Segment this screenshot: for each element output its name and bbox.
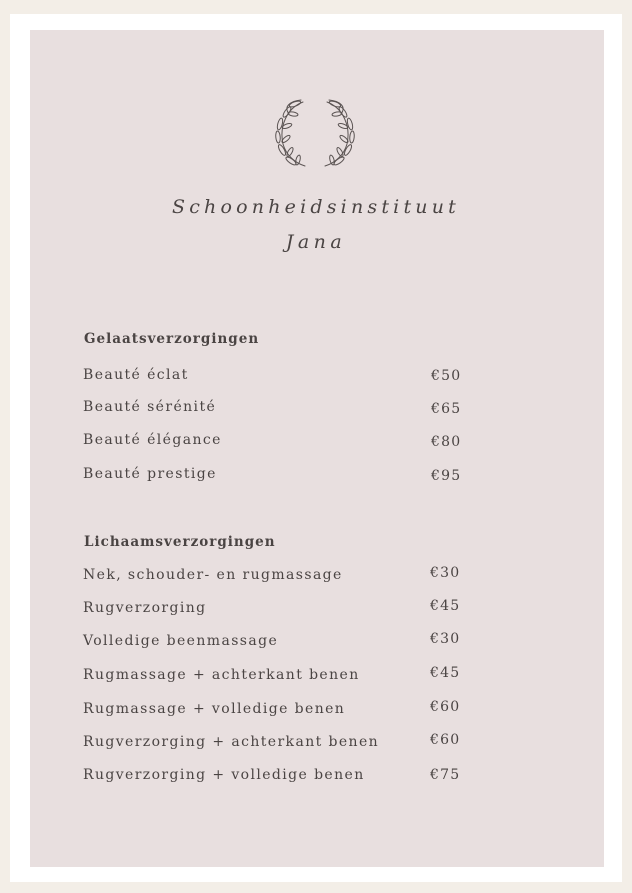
item-name: Rugverzorging: [83, 600, 207, 616]
item-name: Rugmassage + volledige benen: [83, 701, 346, 717]
item-price: €50: [431, 368, 462, 384]
item-price: €30: [430, 631, 461, 647]
item-name: Beauté prestige: [83, 466, 217, 482]
item-price: €60: [430, 699, 461, 715]
section-heading: Lichaamsverzorgingen: [84, 534, 276, 550]
item-price: €65: [431, 401, 462, 417]
section-heading: Gelaatsverzorgingen: [84, 331, 260, 347]
item-name: Rugmassage + achterkant benen: [83, 667, 360, 683]
laurel-wreath-icon: [265, 92, 365, 172]
item-price: €75: [430, 767, 461, 783]
item-price: €45: [430, 598, 461, 614]
item-name: Beauté sérénité: [83, 399, 217, 415]
page-title: Schoonheidsinstituut: [172, 196, 460, 218]
item-name: Beauté élégance: [83, 432, 222, 448]
page-subtitle: Jana: [285, 231, 347, 253]
item-name: Beauté éclat: [83, 367, 189, 383]
item-name: Nek, schouder- en rugmassage: [83, 567, 343, 583]
item-price: €80: [431, 434, 462, 450]
item-name: Rugverzorging + volledige benen: [83, 767, 365, 783]
item-name: Volledige beenmassage: [83, 633, 279, 649]
item-price: €30: [430, 565, 461, 581]
item-price: €45: [430, 665, 461, 681]
item-price: €95: [431, 468, 462, 484]
item-price: €60: [430, 732, 461, 748]
item-name: Rugverzorging + achterkant benen: [83, 734, 380, 750]
